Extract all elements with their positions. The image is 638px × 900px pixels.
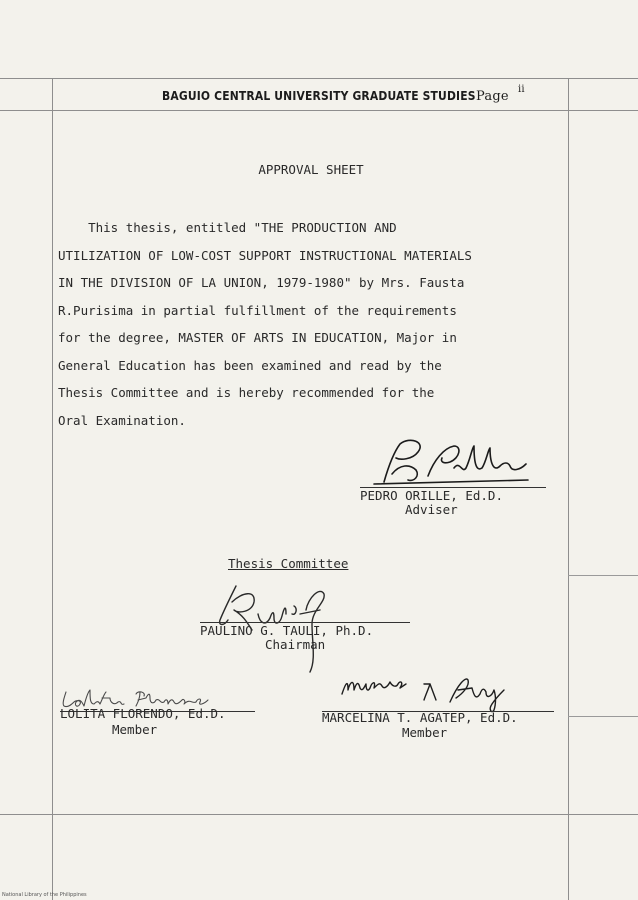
chairman-name: PAULINO G. TAULI, Ph.D. (200, 623, 374, 638)
paragraph-line: R.Purisima in partial fulfillment of the requirements (58, 302, 457, 318)
member-right-signature (340, 670, 510, 714)
approval-paragraph (58, 214, 548, 434)
paragraph-line: for the degree, MASTER OF ARTS IN EDUCATION, Major in (58, 330, 457, 345)
archive-footer-note: National Library of the Philippines (2, 892, 87, 898)
top-rule (0, 78, 638, 79)
committee-heading: Thesis Committee (228, 556, 349, 571)
adviser-role: Adviser (405, 502, 458, 517)
right-margin-rule (568, 78, 569, 900)
chairman-role: Chairman (265, 637, 326, 652)
paragraph-line: Thesis Committee and is hereby recommended for the (58, 385, 435, 400)
member-right-role: Member (402, 725, 448, 740)
left-margin-rule (52, 78, 53, 900)
header-rule (0, 110, 638, 111)
page-header (162, 84, 562, 108)
member-left-name: LOLITA FLORENDO, Ed.D. (60, 706, 226, 721)
paragraph-line: General Education has been examined and read by the (58, 357, 442, 373)
paragraph-line: Oral Examination. (58, 412, 186, 428)
page-number: ii (518, 84, 525, 95)
member-right-name: MARCELINA T. AGATEP, Ed.D. (322, 710, 518, 725)
university-name: BAGUIO CENTRAL UNIVERSITY GRADUATE STUDIES (162, 88, 476, 103)
paragraph-line: IN THE DIVISION OF LA UNION, 1979-1980" by Mrs. Fausta (58, 275, 465, 290)
adviser-name: PEDRO ORILLE, Ed.D. (360, 488, 503, 503)
page-title: APPROVAL SHEET (258, 162, 364, 177)
adviser-signature (370, 438, 530, 488)
right-tick-2 (568, 716, 638, 717)
bottom-rule (0, 814, 638, 815)
page-label: Page (476, 89, 509, 104)
paragraph-line: UTILIZATION OF LOW-COST SUPPORT INSTRUCTIONAL MATERIALS (58, 247, 472, 263)
right-tick-1 (568, 575, 638, 576)
paragraph-line: This thesis, entitled "THE PRODUCTION AND (58, 220, 397, 235)
member-left-role: Member (112, 722, 158, 737)
